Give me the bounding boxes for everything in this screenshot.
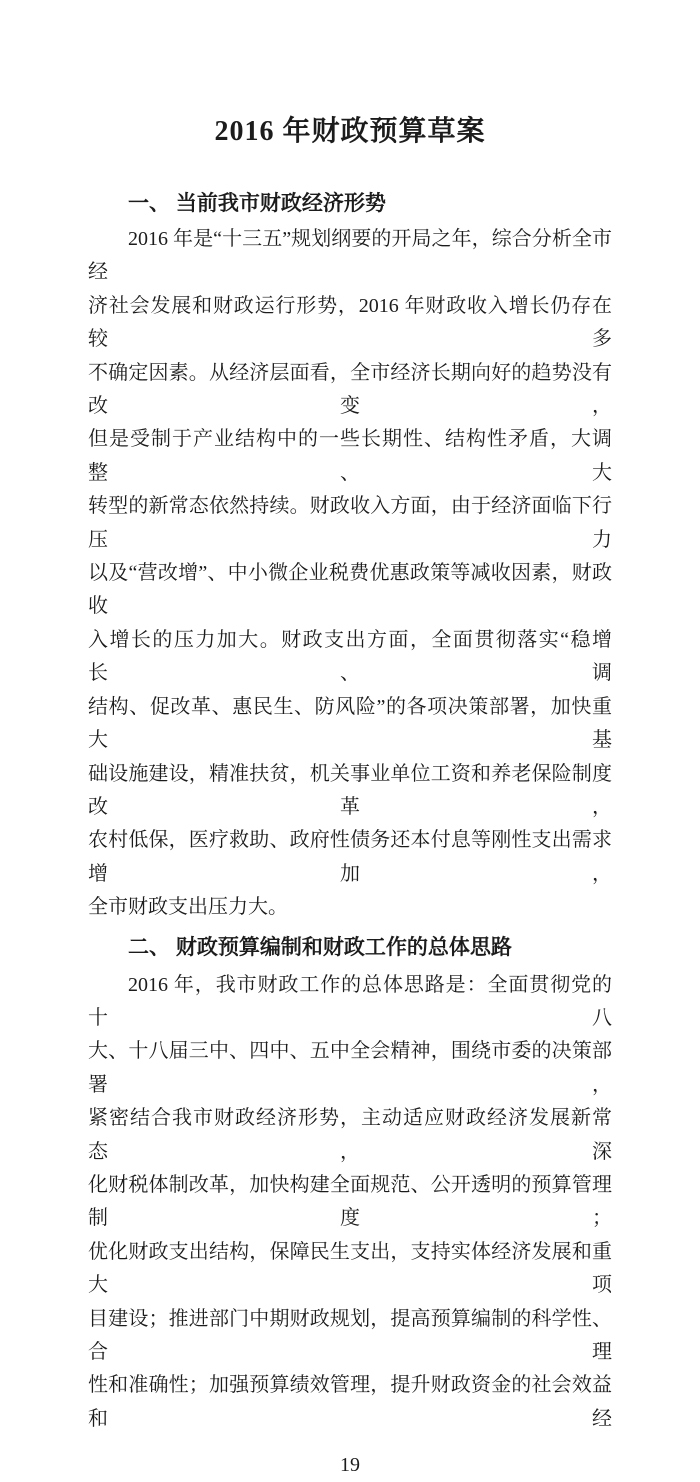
section-heading-2: 二、 财政预算编制和财政工作的总体思路 (128, 935, 512, 959)
text-line: 转型的新常态依然持续。财政收入方面，由于经济面临下行压力 (88, 495, 612, 551)
text-line: 优化财政支出结构，保障民生支出，支持实体经济发展和重大项 (88, 1240, 612, 1297)
text-line: 不确定因素。从经济层面看，全市经济长期向好的趋势没有改变， (88, 361, 612, 418)
paragraph-1 (88, 223, 612, 925)
text-line: 性和准确性；加强预算绩效管理，提升财政资金的社会效益和经 (88, 1374, 612, 1430)
text-line: 结构、促改革、惠民生、防风险”的各项决策部署，加快重大基 (88, 695, 612, 752)
section-heading-1: 一、 当前我市财政经济形势 (128, 192, 386, 215)
text-line: 2016 年，我市财政工作的总体思路是：全面贯彻党的十八 (88, 973, 612, 1029)
text-line: 全市财政支出压力大。 (88, 896, 288, 919)
text-line: 但是受制于产业结构中的一些长期性、结构性矛盾，大调整、大 (88, 428, 612, 484)
text-line: 2016 年是“十三五”规划纲要的开局之年，综合分析全市经 (88, 228, 612, 284)
text-line: 础设施建设，精准扶贫，机关事业单位工资和养老保险制度改革， (88, 762, 612, 818)
page-title: 2016 年财政预算草案 (214, 116, 486, 147)
text-line: 紧密结合我市财政经济形势，主动适应财政经济发展新常态，深 (88, 1107, 612, 1163)
text-line: 大、十八届三中、四中、五中全会精神，围绕市委的决策部署， (88, 1040, 612, 1096)
paragraph-2 (88, 969, 612, 1437)
text-line: 以及“营改增”、中小微企业税费优惠政策等减收因素，财政收 (88, 562, 612, 618)
text-line: 化财税体制改革，加快构建全面规范、公开透明的预算管理制度； (88, 1173, 612, 1230)
text-line: 目建设；推进部门中期财政规划，提高预算编制的科学性、合理 (88, 1307, 612, 1363)
text-line: 农村低保，医疗救助、政府性债务还本付息等刚性支出需求增加， (88, 829, 612, 885)
text-line: 济社会发展和财政运行形势，2016 年财政收入增长仍存在较多 (88, 294, 612, 351)
text-line: 入增长的压力加大。财政支出方面，全面贯彻落实“稳增长、调 (88, 628, 612, 685)
page-number: 19 (340, 1454, 360, 1477)
